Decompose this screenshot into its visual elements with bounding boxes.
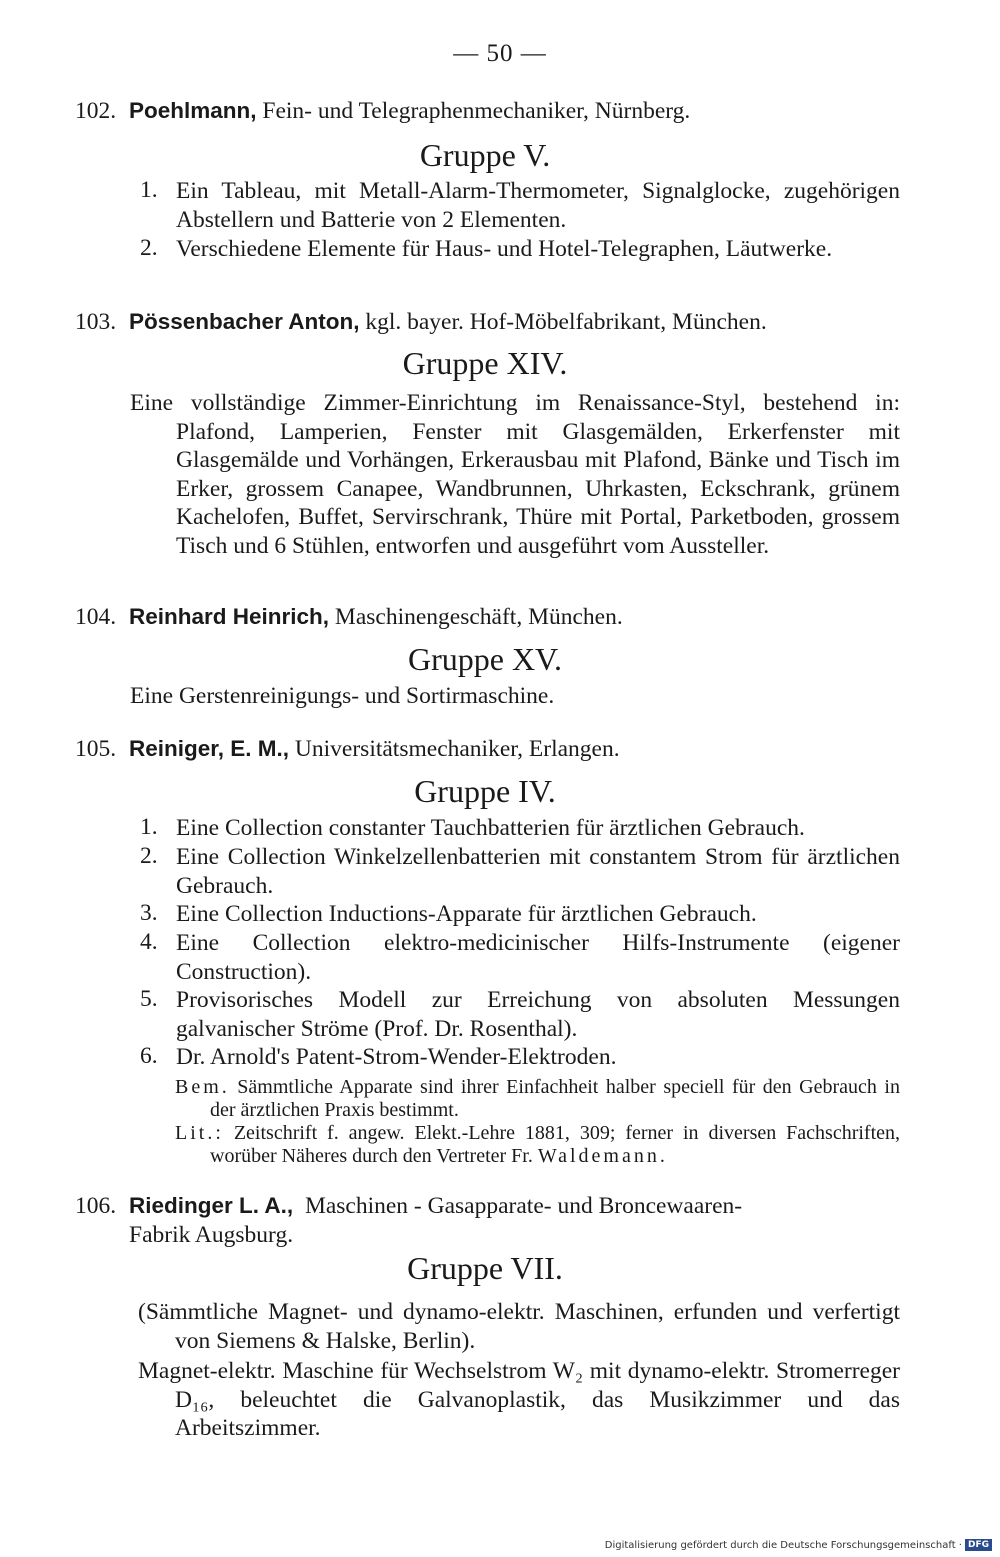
paragraph: Eine vollständige Zimmer-Einrichtung im Renaissance-Styl, bestehend in: Plafond, Lamperien, Fenster mit Glasgemälden, Erkerfenster mit Glasgemälde und Vorhängen, Erkerausbau mit Plafond, Bänke und Tisch im Erker, grossem Canapee, Wandbrunnen, Uhrkasten, Eckschrank, grünem Kachelofen, Buffet, Servirschrank, Thüre mit Portal, Parketboden, grossem Tisch und 6 Stühlen, entworfen und ausgeführt vom Aussteller.: [130, 390, 900, 559]
entry-description: Maschinengeschäft, München.: [334, 604, 623, 630]
paragraph: Magnet-elektr. Maschine für Wechselstrom W₂ mit dynamo-elektr. Stromerreger D₁₆, beleuchtet die Galvanoplastik, das Musikzimmer und das Arbeitszimmer.: [138, 1358, 900, 1441]
group-heading: Gruppe VII.: [407, 1250, 563, 1286]
note-text: Zeitschrift f. angew. Elekt.-Lehre 1881, 309; ferner in diversen Fachschriften, worüber Näheres durch den Vertreter Fr.: [210, 1122, 901, 1167]
entry-description: Universitätsmechaniker, Erlangen.: [294, 736, 620, 762]
item-number: 1.: [140, 814, 158, 840]
item-number: 2.: [140, 235, 158, 261]
footer-credit: [605, 1539, 992, 1551]
paragraph: Eine Gerstenreinigungs- und Sortirmaschine.: [130, 683, 555, 709]
list-item: [140, 929, 900, 986]
entry-103: [75, 309, 900, 336]
note-remark: [175, 1076, 900, 1121]
entry-description: Maschinen - Gasapparate- und Broncewaaren-: [304, 1193, 743, 1219]
list-item: [140, 843, 900, 900]
list-item: [140, 986, 900, 1043]
entry-104: [75, 604, 900, 631]
item-text: Dr. Arnold's Patent-Strom-Wender-Elektroden.: [176, 1044, 617, 1070]
list-item: [140, 1043, 900, 1072]
entry-106: [75, 1192, 900, 1249]
entry-description: kgl. bayer. Hof-Möbelfabrikant, München.: [365, 309, 767, 335]
item-number: 4.: [140, 929, 158, 955]
list-item: [140, 177, 900, 235]
item-text: Eine Collection elektro-medicinischer Hilfs-Instrumente (eigener Construction).: [176, 930, 900, 985]
entry-name: Pössenbacher Anton,: [129, 309, 360, 334]
item-text: Eine Collection Inductions-Apparate für ärztlichen Gebrauch.: [176, 901, 757, 927]
entry-105: [75, 736, 900, 763]
paragraph: (Sämmtliche Magnet- und dynamo-elektr. Maschinen, erfunden und verfertigt von Siemens & Halske, Berlin).: [138, 1299, 900, 1354]
entry-name: Riedinger L. A.,: [129, 1193, 294, 1218]
entry-name: Poehlmann,: [129, 98, 257, 123]
item-number: 3.: [140, 900, 158, 926]
list-item: [140, 814, 900, 843]
item-text: Provisorisches Modell zur Erreichung von absoluten Messungen galvanischer Ströme (Prof. Dr. Rosenthal).: [176, 987, 900, 1042]
item-text: Ein Tableau, mit Metall-Alarm-Thermometer, Signalglocke, zugehörigen Abstellern und Batterie von 2 Elementen.: [176, 178, 900, 233]
item-number: 1.: [140, 177, 158, 203]
item-number: 5.: [140, 986, 158, 1012]
note-name: Waldemann.: [537, 1144, 668, 1167]
note-key: Lit.:: [175, 1122, 224, 1144]
list-item: [140, 235, 900, 293]
entry-name: Reinhard Heinrich,: [129, 604, 330, 629]
list-item: [140, 900, 900, 929]
entry-description-cont: Fabrik Augsburg.: [129, 1221, 294, 1248]
entry-number: 106.: [75, 1193, 117, 1219]
footer-text: Digitalisierung gefördert durch die Deutsche Forschungsgemeinschaft ·: [604, 1540, 962, 1551]
entry-number: 104.: [75, 604, 117, 630]
entry-number: 105.: [75, 736, 117, 762]
group-heading: Gruppe IV.: [414, 773, 556, 809]
entry-number: 103.: [75, 309, 117, 335]
item-text: Eine Collection Winkelzellenbatterien mit constantem Strom für ärztlichen Gebrauch.: [176, 844, 900, 899]
item-text: Verschiedene Elemente für Haus- und Hotel-Telegraphen, Läutwerke.: [176, 236, 833, 262]
note-text: Sämmtliche Apparate sind ihrer Einfachheit halber speciell für den Gebrauch in der ärztlichen Praxis bestimmt.: [210, 1076, 900, 1121]
group-heading: Gruppe XV.: [407, 641, 563, 677]
entry-102: [75, 98, 900, 125]
item-text: Eine Collection constanter Tauchbatterien für ärztlichen Gebrauch.: [176, 815, 805, 841]
group-heading: Gruppe V.: [419, 137, 551, 173]
entry-name: Reiniger, E. M.,: [129, 736, 290, 761]
note-literature: [175, 1122, 900, 1167]
item-number: 2.: [140, 843, 158, 869]
entry-number: 102.: [75, 98, 117, 124]
dfg-logo: DFG: [965, 1539, 992, 1551]
item-number: 6.: [140, 1043, 158, 1069]
note-key: Bem.: [175, 1076, 230, 1098]
entry-description: Fein- und Telegraphenmechaniker, Nürnberg.: [262, 98, 691, 124]
page-number: — 50 —: [453, 40, 547, 67]
group-heading: Gruppe XIV.: [402, 345, 568, 381]
